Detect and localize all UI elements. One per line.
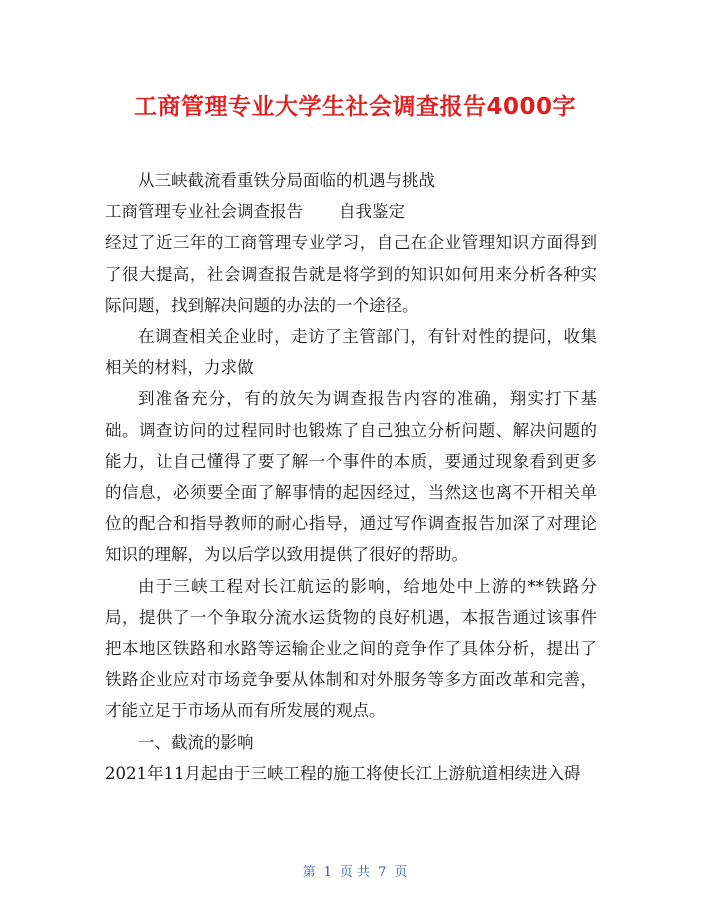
report-type-label: 工商管理专业社会调查报告 — [105, 202, 303, 222]
section-heading-impact: 一、截流的影响 — [138, 732, 254, 752]
document-body — [105, 165, 597, 789]
paragraph-section-start: 2021年11月起由于三峡工程的施工将使长江上游航道相续进入碍 — [105, 763, 581, 783]
self-assessment-label: 自我鉴定 — [339, 202, 405, 222]
document-title: 工商管理专业大学生社会调查报告4000字 — [133, 94, 576, 120]
paragraph-intro: 经过了近三年的工商管理专业学习，自己在企业管理知识方面得到了很大提高，社会调查报告就是将学到的知识如何用来分析各种实际问题，找到解决问题的办法的一个途径。 — [105, 233, 597, 315]
paragraph-abstract: 由于三峡工程对长江航运的影响，给地处中上游的**铁路分局，提供了一个争取分流水运货物的良好机遇，本报告通过该事件把本地区铁路和水路等运输企业之间的竞争作了具体分析，提出了铁路企业应对市场竞争要从体制和对外服务等多方面改革和完善，才能立足于市场从而有所发展的观点。 — [105, 576, 597, 721]
footer-current-page: 1 — [323, 865, 332, 880]
paragraph-research-outcome: 到准备充分，有的放矢为调查报告内容的准确，翔实打下基础。调查访问的过程同时也锻炼了自己独立分析问题、解决问题的能力，让自己懂得了要了解一个事件的本质，要通过现象看到更多的信息，必须要全面了解事情的起因经过，当然这也离不开相关单位的配合和指导教师的耐心指导，通过写作调查报告加深了对理论知识的理解，为以后学以致用提供了很好的帮助。 — [105, 389, 597, 565]
footer-prefix: 第 — [302, 865, 316, 880]
footer-middle: 页 共 — [339, 865, 371, 880]
footer-suffix: 页 — [394, 865, 408, 880]
footer-total-pages: 7 — [378, 865, 387, 880]
paragraph-report-heading — [105, 196, 597, 227]
page-number-footer — [0, 861, 710, 880]
paragraph-research-method: 在调查相关企业时，走访了主管部门，有针对性的提问，收集相关的材料，力求做 — [105, 327, 597, 378]
paragraph-report-subtitle: 从三峡截流看重铁分局面临的机遇与挑战 — [138, 171, 435, 190]
